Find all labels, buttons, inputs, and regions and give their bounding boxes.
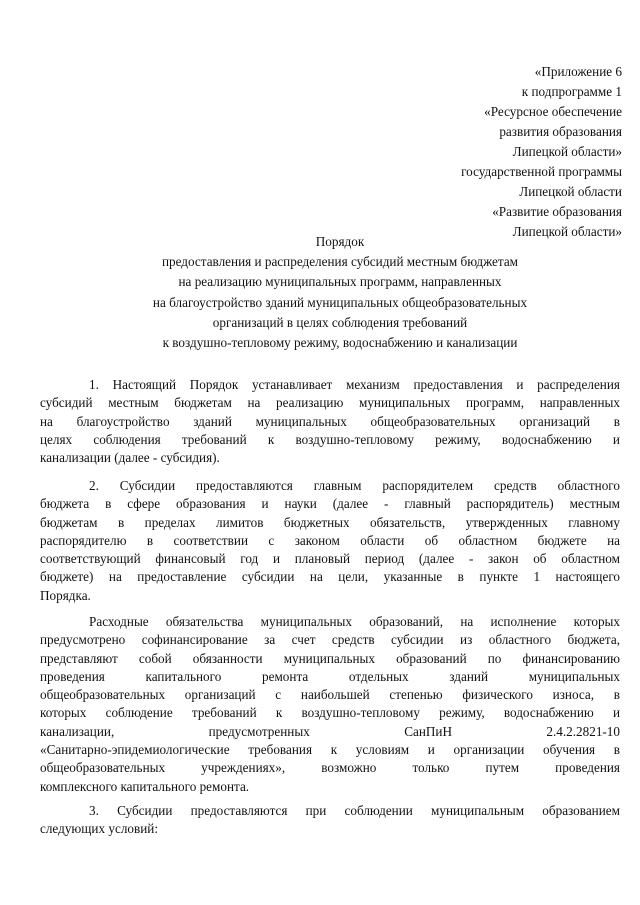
paragraph-line: бюджета в сфере образования и науки (далее - главный распорядитель) местным xyxy=(40,496,620,512)
appendix-line: развития образования xyxy=(499,124,622,139)
paragraph-line: следующих условий: xyxy=(40,821,158,837)
appendix-header xyxy=(362,62,622,242)
title-line: организаций в целях соблюдения требований xyxy=(212,314,468,330)
paragraph-line: бюджетам в пределах лимитов бюджетных обязательств, утвержденных главному xyxy=(40,514,620,530)
paragraph-line: общеобразовательных учреждениях», возможно только путем проведения xyxy=(40,760,620,776)
paragraph-line: предусмотрено софинансирование за счет средств субсидии из областного бюджета, xyxy=(40,632,620,648)
appendix-line: «Ресурсное обеспечение xyxy=(484,104,622,119)
paragraph-1 xyxy=(40,376,620,467)
paragraph-line: 1. Настоящий Порядок устанавливает механизм предоставления и распределения xyxy=(89,377,620,392)
appendix-line: государственной программы xyxy=(461,164,622,179)
appendix-line: к подпрограмме 1 xyxy=(521,84,622,99)
title-line: предоставления и распределения субсидий местным бюджетам xyxy=(161,254,519,270)
title-line: на реализацию муниципальных программ, направленных xyxy=(178,274,502,290)
paragraph-line: на благоустройство зданий муниципальных общеобразовательных организаций в xyxy=(40,413,620,429)
paragraph-line: которых соблюдение требований к воздушно-тепловому режиму, водоснабжению и xyxy=(40,705,620,721)
appendix-line: «Развитие образования xyxy=(492,204,622,219)
paragraph-line: 3. Субсидии предоставляются при соблюдении муниципальным образованием xyxy=(89,803,620,818)
paragraph-2 xyxy=(40,477,620,605)
paragraph-line: соответствующий финансовый год и плановый период (далее - закон об областном xyxy=(40,551,620,567)
title-line: на благоустройство зданий муниципальных общеобразовательных xyxy=(152,294,528,310)
title-line: Порядок xyxy=(315,234,365,249)
paragraph-3 xyxy=(40,613,620,796)
paragraph-line: Порядка. xyxy=(40,587,91,603)
paragraph-4 xyxy=(40,802,620,839)
paragraph-line: бюджете) на предоставление субсидии на цели, указанные в пункте 1 настоящего xyxy=(40,569,620,585)
paragraph-line: распорядителю в соответствии с законом области об областном бюджете на xyxy=(40,532,620,548)
paragraph-line: канализации (далее - субсидия). xyxy=(40,450,220,466)
appendix-line: Липецкой области» xyxy=(512,224,622,239)
paragraph-line: «Санитарно-эпидемиологические требования к условиям и организации обучения в xyxy=(40,742,620,758)
paragraph-line: Расходные обязательства муниципальных образований, на исполнение которых xyxy=(89,614,620,629)
paragraph-line: субсидий местным бюджетам на реализацию муниципальных программ, направленных xyxy=(40,395,620,411)
paragraph-line: проведения капитального ремонта отдельных зданий муниципальных xyxy=(40,668,620,684)
appendix-line: Липецкой области xyxy=(519,184,622,199)
appendix-line: Липецкой области» xyxy=(512,144,622,159)
paragraph-line: комплексного капитального ремонта. xyxy=(40,778,250,794)
title-line: к воздушно-тепловому режиму, водоснабжению и канализации xyxy=(162,335,518,351)
paragraph-line: представляют собой обязанности муниципальных образований по финансированию xyxy=(40,650,620,666)
document-title xyxy=(40,232,640,353)
paragraph-line: 2. Субсидии предоставляются главным распорядителем средств областного xyxy=(89,478,620,493)
paragraph-line: общеобразовательных организаций с наибольшей степенью физического износа, в xyxy=(40,687,620,703)
paragraph-line: целях соблюдения требований к воздушно-тепловому режиму, водоснабжению и xyxy=(40,431,620,447)
appendix-line: «Приложение 6 xyxy=(534,64,622,79)
paragraph-line: канализации, предусмотренных СанПиН 2.4.2.2821-10 xyxy=(40,723,620,739)
